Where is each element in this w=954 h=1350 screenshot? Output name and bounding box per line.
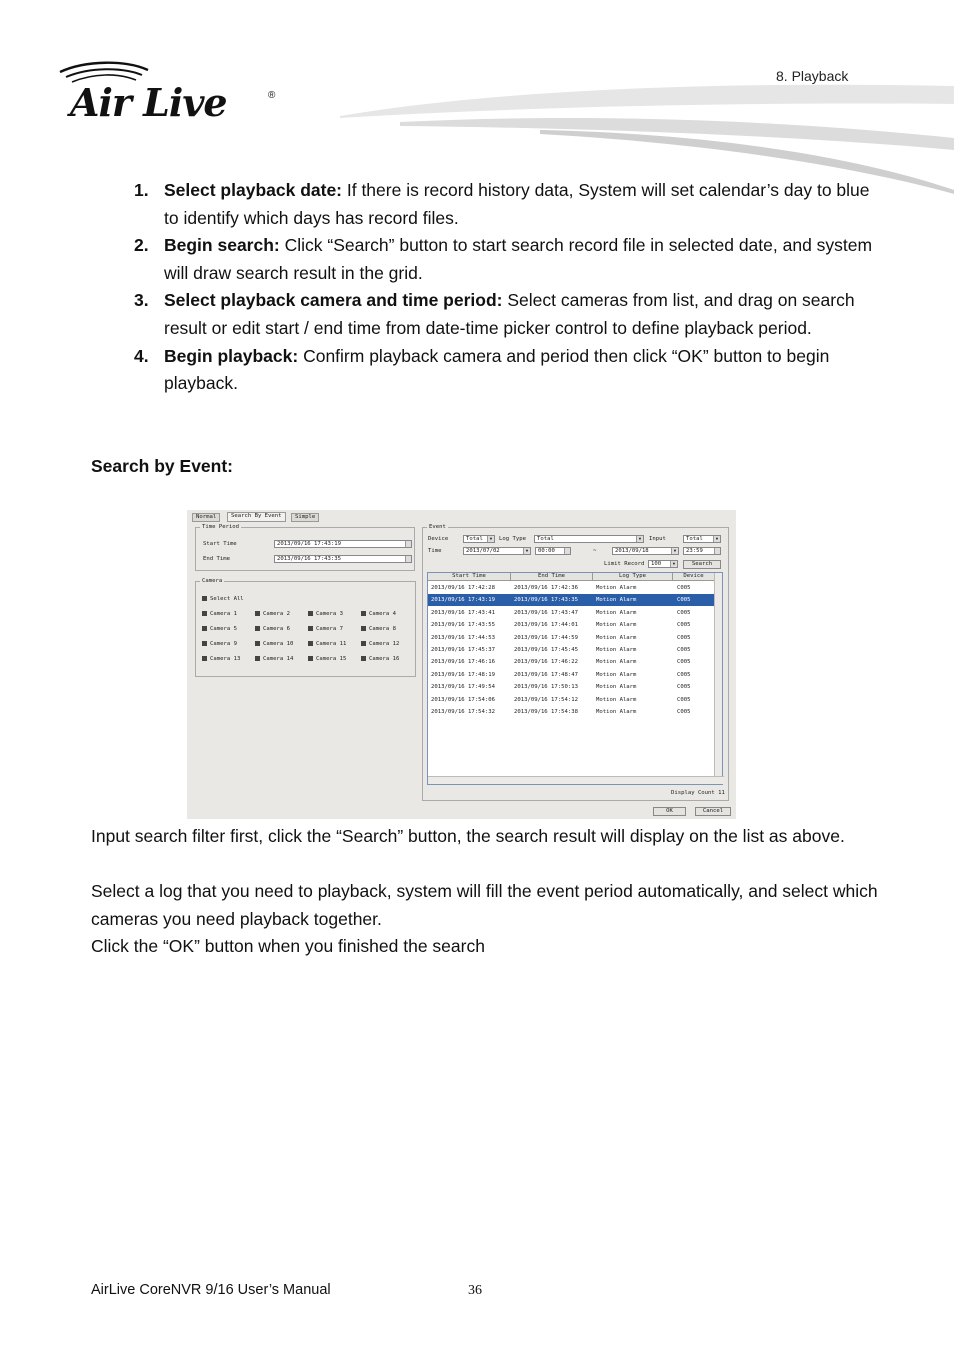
- step-item: [134, 177, 874, 232]
- paragraph: Select a log that you need to playback, system will fill the event period automatically, and select which cameras you need playback together.: [91, 881, 878, 929]
- step-title: Begin playback:: [164, 345, 299, 366]
- checkbox-icon: [202, 641, 207, 646]
- from-time-value: 00:00: [538, 548, 555, 554]
- event-group-title: Event: [429, 524, 446, 530]
- table-cell: Motion Alarm: [596, 647, 637, 653]
- step-title: Begin search:: [164, 235, 280, 256]
- table-cell: 2013/09/16 17:43:41: [431, 609, 495, 616]
- section-title: Search by Event:: [91, 456, 233, 476]
- camera-checkbox[interactable]: [202, 626, 237, 633]
- tab-search-by-event[interactable]: Search By Event: [227, 512, 286, 522]
- table-row[interactable]: [428, 694, 715, 706]
- start-time-value: 2013/09/16 17:43:19: [277, 541, 341, 547]
- to-date-picker[interactable]: [612, 547, 679, 555]
- table-row[interactable]: [428, 669, 715, 681]
- table-row[interactable]: [428, 706, 715, 718]
- table-cell: 2013/09/16 17:43:47: [514, 609, 578, 616]
- camera-checkbox[interactable]: [255, 626, 290, 633]
- camera-label: Camera 9: [210, 641, 237, 647]
- camera-label: Camera 16: [369, 656, 400, 662]
- table-cell: 2013/09/16 17:46:22: [514, 659, 578, 666]
- svg-text:Air Live: Air Live: [70, 80, 227, 125]
- input-label: Input: [649, 536, 666, 542]
- ok-button[interactable]: OK: [653, 807, 686, 816]
- checkbox-icon: [202, 596, 207, 601]
- camera-checkbox[interactable]: [308, 656, 346, 663]
- start-time-field[interactable]: [274, 540, 412, 548]
- checkbox-icon: [308, 656, 313, 661]
- footer-manual-title: AirLive CoreNVR 9/16 User’s Manual: [91, 1282, 331, 1298]
- table-cell: Motion Alarm: [596, 684, 637, 691]
- end-time-label: End Time: [203, 556, 230, 562]
- page-number: 36: [468, 1283, 482, 1298]
- camera-checkbox[interactable]: [308, 611, 343, 618]
- step-number: 3.: [134, 290, 149, 311]
- table-cell: C005: [677, 609, 691, 616]
- svg-text:®: ®: [268, 90, 276, 101]
- vertical-scrollbar[interactable]: [714, 573, 722, 778]
- checkbox-icon: [308, 626, 313, 631]
- step-item: [134, 232, 874, 287]
- table-cell: Motion Alarm: [596, 585, 637, 591]
- camera-label: Camera 10: [263, 641, 294, 647]
- step-title: Select playback date:: [164, 180, 342, 200]
- step-number: 4.: [134, 345, 149, 366]
- camera-group-title: Camera: [202, 578, 223, 584]
- end-time-field[interactable]: [274, 555, 412, 563]
- playback-steps: [134, 177, 874, 398]
- to-time-value: 23:59: [686, 548, 703, 554]
- chevron-down-icon: ▼: [670, 561, 677, 567]
- chevron-down-icon: ▼: [713, 536, 720, 542]
- from-date-value: 2013/07/02: [466, 548, 500, 554]
- limit-record-select[interactable]: [648, 560, 678, 568]
- device-value: Total: [466, 536, 483, 542]
- camera-checkbox[interactable]: [202, 656, 240, 663]
- table-row[interactable]: [428, 644, 715, 656]
- camera-label: Camera 13: [210, 656, 241, 662]
- cancel-button[interactable]: Cancel: [695, 807, 731, 816]
- camera-checkbox[interactable]: [361, 641, 399, 648]
- checkbox-icon: [202, 611, 207, 616]
- step-text: Select cameras from list, and drag on search result or edit start / end time from date-time picker control to define playback period.: [164, 290, 855, 338]
- step-item: [134, 343, 874, 398]
- from-time-field[interactable]: [535, 547, 571, 555]
- end-time-value: 2013/09/16 17:43:35: [277, 556, 341, 562]
- table-cell: C005: [677, 634, 691, 641]
- table-row[interactable]: [428, 582, 715, 594]
- table-cell: 2013/09/16 17:43:19: [431, 597, 495, 604]
- step-number: 2.: [134, 235, 149, 256]
- camera-checkbox[interactable]: [308, 641, 346, 648]
- column-header-end-time[interactable]: End Time: [511, 573, 593, 581]
- paragraph: Input search filter first, click the “Search” button, the search result will display on the list as above.: [91, 826, 845, 846]
- tab-simple[interactable]: Simple: [291, 513, 319, 522]
- horizontal-scrollbar[interactable]: [428, 776, 724, 784]
- column-header-log-type[interactable]: Log Type: [593, 573, 673, 581]
- column-header-start-time[interactable]: Start Time: [428, 573, 511, 581]
- table-cell: 2013/09/16 17:44:01: [514, 622, 578, 629]
- to-time-spin[interactable]: [714, 548, 720, 554]
- camera-checkbox[interactable]: [255, 656, 293, 663]
- table-cell: 2013/09/16 17:45:37: [431, 647, 495, 653]
- camera-checkbox[interactable]: [255, 641, 293, 648]
- table-cell: 2013/09/16 17:42:36: [514, 585, 578, 591]
- table-row[interactable]: [428, 632, 715, 644]
- range-separator: ~: [593, 548, 597, 554]
- table-cell: C005: [677, 696, 691, 703]
- table-cell: 2013/09/16 17:46:16: [431, 659, 495, 666]
- camera-label: Camera 6: [263, 626, 290, 632]
- camera-checkbox[interactable]: [255, 611, 290, 618]
- checkbox-icon: [255, 641, 260, 646]
- camera-group: [195, 578, 416, 677]
- time-period-title: Time Period: [202, 524, 240, 530]
- table-row[interactable]: [428, 607, 715, 619]
- select-all-label: Select All: [210, 596, 244, 602]
- table-cell: 2013/09/16 17:49:54: [431, 684, 495, 691]
- table-cell: C005: [677, 585, 691, 591]
- paragraph: Click the “OK” button when you finished the search: [91, 936, 485, 956]
- table-cell: C005: [677, 597, 691, 604]
- device-select[interactable]: [463, 535, 495, 543]
- camera-checkbox[interactable]: [361, 656, 399, 663]
- table-cell: Motion Alarm: [596, 634, 637, 641]
- event-list[interactable]: [427, 572, 723, 785]
- checkbox-icon: [361, 626, 366, 631]
- table-cell: 2013/09/16 17:42:28: [431, 585, 495, 591]
- checkbox-icon: [361, 641, 366, 646]
- chevron-down-icon: ▼: [671, 548, 678, 554]
- table-cell: Motion Alarm: [596, 622, 637, 629]
- step-number: 1.: [134, 180, 149, 200]
- table-cell: Motion Alarm: [596, 696, 637, 703]
- table-cell: Motion Alarm: [596, 659, 637, 666]
- table-cell: C005: [677, 671, 691, 678]
- select-all-checkbox[interactable]: [202, 596, 244, 603]
- table-row[interactable]: [428, 681, 715, 693]
- from-time-spin[interactable]: [564, 548, 570, 554]
- table-cell: Motion Alarm: [596, 597, 637, 604]
- checkbox-icon: [202, 656, 207, 661]
- camera-label: Camera 2: [263, 611, 290, 617]
- camera-label: Camera 1: [210, 611, 237, 617]
- camera-label: Camera 7: [316, 626, 343, 632]
- table-cell: 2013/09/16 17:45:45: [514, 647, 578, 653]
- table-cell: 2013/09/16 17:44:59: [514, 634, 578, 641]
- table-cell: C005: [677, 659, 691, 666]
- table-cell: 2013/09/16 17:50:13: [514, 684, 578, 691]
- camera-checkbox[interactable]: [202, 641, 237, 648]
- to-time-field[interactable]: [683, 547, 721, 555]
- checkbox-icon: [361, 656, 366, 661]
- chevron-down-icon: ▼: [487, 536, 494, 542]
- log-type-label: Log Type: [499, 536, 526, 542]
- limit-record-label: Limit Record: [604, 561, 645, 567]
- time-label: Time: [428, 548, 442, 554]
- table-cell: Motion Alarm: [596, 671, 637, 678]
- input-value: Total: [686, 536, 703, 542]
- table-cell: C005: [677, 647, 691, 653]
- checkbox-icon: [308, 611, 313, 616]
- input-select[interactable]: [683, 535, 721, 543]
- to-date-value: 2013/09/18: [615, 548, 649, 554]
- step-item: [134, 287, 874, 342]
- checkbox-icon: [255, 656, 260, 661]
- table-cell: 2013/09/16 17:43:35: [514, 597, 578, 604]
- table-cell: C005: [677, 622, 691, 629]
- log-type-value: Total: [537, 536, 554, 542]
- table-cell: 2013/09/16 17:44:53: [431, 634, 495, 641]
- airlive-logo: [56, 58, 286, 128]
- checkbox-icon: [255, 626, 260, 631]
- camera-label: Camera 14: [263, 656, 294, 662]
- chapter-header: 8. Playback: [776, 68, 849, 84]
- column-header-device[interactable]: Device: [673, 573, 715, 581]
- table-cell: 2013/09/16 17:54:32: [431, 709, 495, 715]
- table-cell: C005: [677, 684, 691, 691]
- camera-label: Camera 12: [369, 641, 400, 647]
- chevron-down-icon: ▼: [523, 548, 530, 554]
- camera-checkbox[interactable]: [202, 611, 237, 618]
- table-cell: Motion Alarm: [596, 709, 637, 715]
- from-date-picker[interactable]: [463, 547, 531, 555]
- camera-checkbox[interactable]: [361, 626, 396, 633]
- table-cell: C005: [677, 709, 691, 715]
- step-title: Select playback camera and time period:: [164, 290, 503, 311]
- table-cell: Motion Alarm: [596, 609, 637, 616]
- limit-record-value: 100: [651, 561, 662, 567]
- checkbox-icon: [255, 611, 260, 616]
- table-cell: 2013/09/16 17:48:19: [431, 671, 495, 678]
- tab-normal[interactable]: Normal: [192, 513, 220, 522]
- camera-label: Camera 3: [316, 611, 343, 617]
- checkbox-icon: [308, 641, 313, 646]
- step-text: Click “Search” button to start search record file in selected date, and system will draw search result in the grid.: [164, 235, 873, 283]
- search-button[interactable]: Search: [683, 560, 721, 569]
- table-row[interactable]: [428, 656, 715, 668]
- start-time-label: Start Time: [203, 541, 237, 547]
- table-cell: 2013/09/16 17:54:12: [514, 696, 578, 703]
- camera-checkbox[interactable]: [308, 626, 343, 633]
- checkbox-icon: [361, 611, 366, 616]
- device-label: Device: [428, 536, 449, 542]
- camera-label: Camera 5: [210, 626, 237, 632]
- table-row[interactable]: [428, 594, 715, 606]
- table-cell: 2013/09/16 17:54:06: [431, 696, 495, 703]
- start-time-spin[interactable]: [405, 541, 411, 547]
- camera-label: Camera 15: [316, 656, 347, 662]
- camera-checkbox[interactable]: [361, 611, 396, 618]
- chevron-down-icon: ▼: [636, 536, 643, 542]
- time-period-group: [195, 524, 415, 571]
- camera-label: Camera 8: [369, 626, 396, 632]
- table-cell: 2013/09/16 17:48:47: [514, 671, 578, 678]
- table-cell: 2013/09/16 17:43:55: [431, 622, 495, 629]
- search-by-event-screenshot: [187, 510, 736, 819]
- camera-label: Camera 4: [369, 611, 396, 617]
- end-time-spin[interactable]: [405, 556, 411, 562]
- table-cell: 2013/09/16 17:54:38: [514, 709, 578, 715]
- log-type-select[interactable]: [534, 535, 644, 543]
- step-text: Confirm playback camera and period then click “OK” button to begin playback.: [164, 345, 830, 394]
- camera-label: Camera 11: [316, 641, 347, 647]
- step-text: If there is record history data, System will set calendar’s day to blue to identify which days has record files.: [164, 180, 870, 228]
- display-count: Display Count 11: [671, 790, 725, 796]
- checkbox-icon: [202, 626, 207, 631]
- table-row[interactable]: [428, 619, 715, 631]
